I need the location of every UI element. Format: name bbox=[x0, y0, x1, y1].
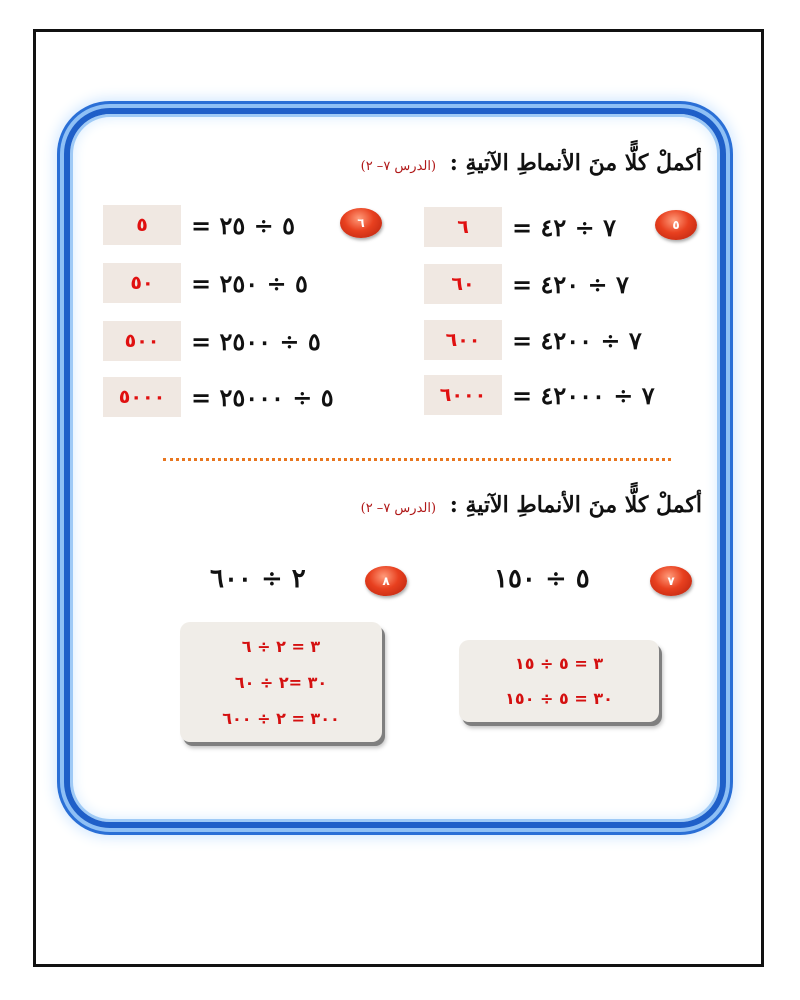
answer-value: ٥ bbox=[136, 214, 148, 236]
solution-box bbox=[180, 622, 382, 742]
division-expression: = ٧ ÷ ٤٢٠٠٠ bbox=[512, 380, 655, 410]
division-problem: ٢ ÷ ٦٠٠ bbox=[210, 564, 306, 594]
division-expression: = ٧ ÷ ٤٢٠٠ bbox=[512, 325, 642, 355]
problem-number: ٨ bbox=[382, 574, 390, 588]
pattern-row bbox=[424, 375, 655, 415]
answer-box bbox=[424, 264, 502, 304]
problem-number: ٧ bbox=[667, 574, 675, 588]
problem-number-badge bbox=[650, 566, 692, 596]
answer-value: ٦٠٠ bbox=[445, 329, 481, 351]
section2-instruction: أكملْ كلًّا منَ الأنماطِ الآتيةِ : bbox=[449, 492, 702, 518]
section1-lesson: (الدرس ٧– ٢) bbox=[360, 159, 437, 174]
answer-value: ٦٠ bbox=[451, 273, 475, 295]
pattern-row bbox=[424, 264, 629, 304]
answer-box bbox=[424, 207, 502, 247]
solution-line: ٣ = ٥ ÷ ١٥ bbox=[514, 654, 604, 673]
pattern-row bbox=[424, 320, 642, 360]
division-problem: ٥ ÷ ١٥٠ bbox=[494, 564, 590, 594]
answer-box bbox=[103, 377, 181, 417]
answer-box bbox=[103, 321, 181, 361]
answer-box bbox=[103, 263, 181, 303]
solution-line: ٣٠ =٢ ÷ ٦٠ bbox=[234, 672, 328, 692]
pattern-row bbox=[424, 207, 616, 247]
pattern-row bbox=[103, 205, 295, 245]
pattern-row bbox=[103, 377, 334, 417]
answer-value: ٥٠٠٠ bbox=[118, 386, 166, 408]
section1-instruction: أكملْ كلًّا منَ الأنماطِ الآتيةِ : bbox=[449, 150, 702, 176]
division-expression: = ٧ ÷ ٤٢٠ bbox=[512, 269, 629, 299]
answer-value: ٥٠ bbox=[130, 272, 154, 294]
section2-lesson: (الدرس ٧– ٢) bbox=[360, 501, 437, 516]
answer-box bbox=[103, 205, 181, 245]
solution-line: ٣٠٠ = ٢ ÷ ٦٠٠ bbox=[222, 708, 340, 728]
answer-value: ٦٠٠٠ bbox=[439, 384, 487, 406]
division-expression: = ٥ ÷ ٢٥٠٠ bbox=[191, 326, 321, 356]
section2-heading bbox=[361, 492, 702, 518]
solution-line: ٣ = ٢ ÷ ٦ bbox=[241, 636, 321, 656]
solution-box bbox=[459, 640, 659, 722]
division-expression: = ٥ ÷ ٢٥ bbox=[191, 210, 295, 240]
problem-number-badge bbox=[365, 566, 407, 596]
answer-box bbox=[424, 375, 502, 415]
pattern-row bbox=[103, 321, 321, 361]
problem-number: ٦ bbox=[357, 216, 365, 230]
problem-number: ٥ bbox=[672, 218, 680, 232]
solution-line: ٣٠ = ٥ ÷ ١٥٠ bbox=[505, 689, 613, 708]
dotted-divider bbox=[163, 458, 671, 461]
answer-value: ٥٠٠ bbox=[124, 330, 160, 352]
answer-box bbox=[424, 320, 502, 360]
answer-value: ٦ bbox=[457, 216, 469, 238]
problem-number-badge bbox=[655, 210, 697, 240]
pattern-row bbox=[103, 263, 308, 303]
division-expression: = ٥ ÷ ٢٥٠ bbox=[191, 268, 308, 298]
problem-number-badge bbox=[340, 208, 382, 238]
division-expression: = ٥ ÷ ٢٥٠٠٠ bbox=[191, 382, 334, 412]
division-expression: = ٧ ÷ ٤٢ bbox=[512, 212, 616, 242]
section1-heading bbox=[361, 150, 702, 176]
